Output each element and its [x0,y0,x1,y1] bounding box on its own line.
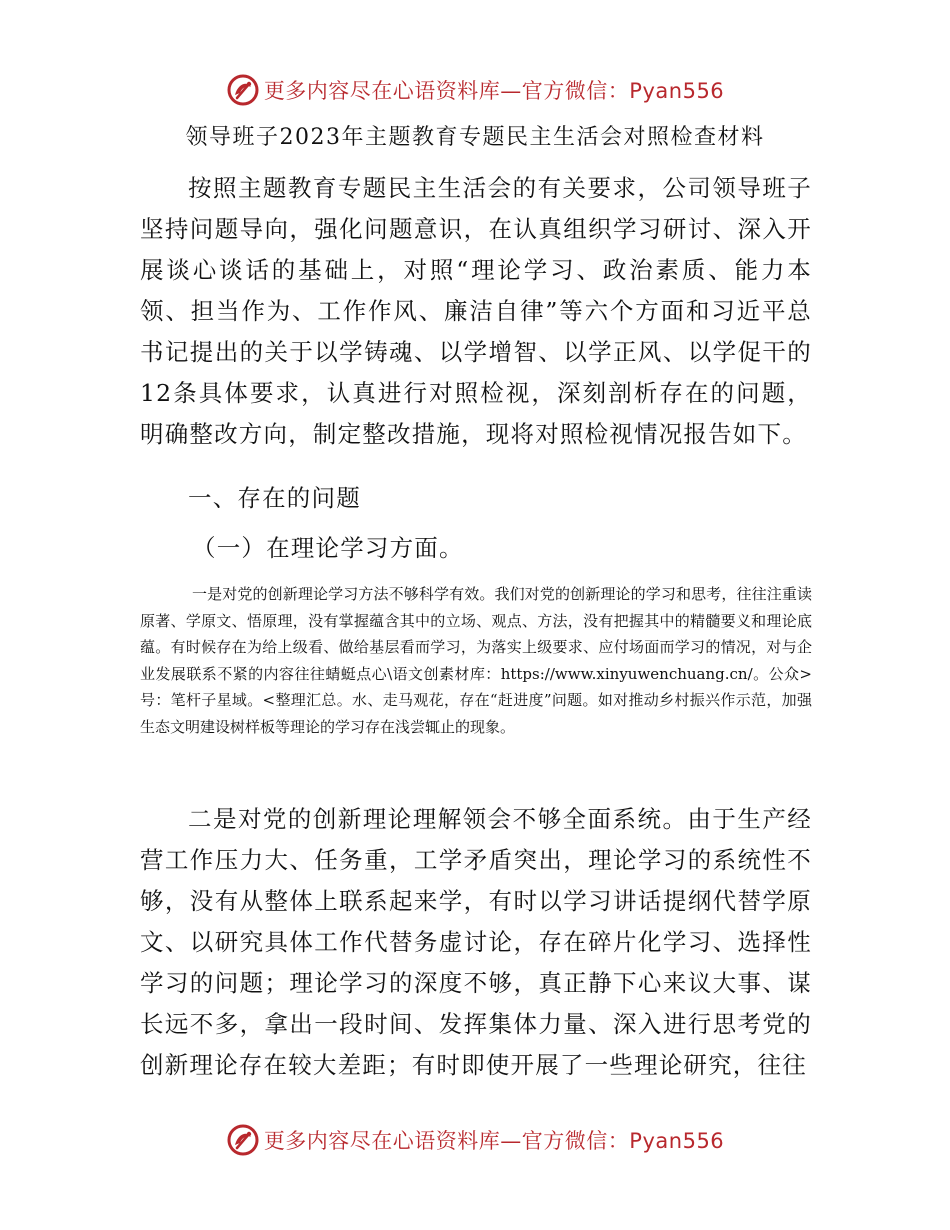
point-one-paragraph: 一是对党的创新理论学习方法不够科学有效。我们对党的创新理论的学习和思考，往往注重读原著、学原文、悟原理，没有掌握蕴含其中的立场、观点、方法，没有把握其中的精髓要义和理论底蕴。有时候存在为给上级看、做给基层看而学习，为落实上级要求、应付场面而学习的情况，对与企业发展联系不紧的内容往往蜻蜓点心\语文创素材库：https://www.xinyuwenchuang.cn/。公众>号：笔杆子星域。<整理汇总。水、走马观花，存在“赶进度”问题。如对推动乡村振兴作示范，加强生态文明建设树样板等理论的学习存在浅尝辄止的现象。 [140,585,812,736]
subsection-heading: （一）在理论学习方面。 [192,534,464,562]
red-swirl-logo-icon [226,73,260,107]
intro-paragraph: 按照主题教育专题民主生活会的有关要求，公司领导班子坚持问题导向，强化问题意识，在认真组织学习研讨、深入开展谈心谈话的基础上，对照“理论学习、政治素质、能力本领、担当作为、工作作风、廉洁自律”等六个方面和习近平总书记提出的关于以学铸魂、以学增智、以学正风、以学促干的12条具体要求，认真进行对照检视，深刻剖析存在的问题，明确整改方向，制定整改措施，现将对照检视情况报告如下。 [140,174,812,448]
header-banner [0,70,950,110]
document-title: 领导班子2023年主题教育专题民主生活会对照检查材料 [185,125,765,150]
point-two-paragraph: 二是对党的创新理论理解领会不够全面系统。由于生产经营工作压力大、任务重，工学矛盾突出，理论学习的系统性不够，没有从整体上联系起来学，有时以学习讲话提纲代替学原文、以研究具体工作代替务虚讨论，存在碎片化学习、选择性学习的问题；理论学习的深度不够，真正静下心来议大事、谋长远不多，拿出一段时间、发挥集体力量、深入进行思考党的创新理论存在较大差距；有时即使开展了一些理论研究，往往 [140,805,812,1079]
red-swirl-logo-icon [226,1123,260,1157]
footer-banner [0,1120,950,1160]
banner-text: 更多内容尽在心语资料库—官方微信：Pyan556 [263,1129,725,1153]
banner-text: 更多内容尽在心语资料库—官方微信：Pyan556 [263,79,725,103]
section-heading: 一、存在的问题 [188,484,361,512]
